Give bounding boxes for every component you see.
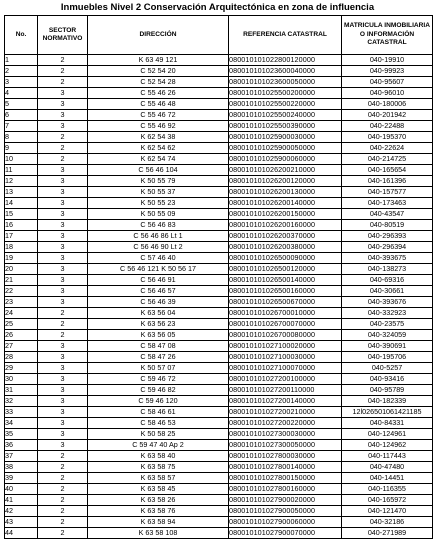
direccion-cell: K 63 58 108 (88, 528, 229, 539)
table-row (5, 407, 433, 418)
row-number: 5 (5, 99, 38, 110)
table-row (5, 165, 433, 176)
row-number: 35 (5, 429, 38, 440)
matricula-cell: 040-96010 (342, 88, 433, 99)
table-header-row (5, 16, 433, 55)
referencia-catastral-cell: 080010101025900060000 (229, 154, 342, 165)
referencia-catastral-cell: 080010101026200210000 (229, 165, 342, 176)
row-number: 43 (5, 517, 38, 528)
sector-normativo-cell: 3 (38, 242, 88, 253)
table-row (5, 429, 433, 440)
direccion-cell: K 50 58 25 (88, 429, 229, 440)
table-row (5, 473, 433, 484)
row-number: 11 (5, 165, 38, 176)
sector-normativo-cell: 3 (38, 286, 88, 297)
referencia-catastral-cell: 080010101023600050000 (229, 77, 342, 88)
direccion-cell: C 56 46 104 (88, 165, 229, 176)
direccion-cell: C 52 54 28 (88, 77, 229, 88)
table-row (5, 506, 433, 517)
document-title: Inmuebles Nivel 2 Conservación Arquitectónica en zona de influencia (60, 2, 375, 13)
direccion-cell: C 56 46 83 (88, 220, 229, 231)
table-row (5, 253, 433, 264)
table-row (5, 176, 433, 187)
referencia-catastral-cell: 080010101026200140000 (229, 198, 342, 209)
direccion-cell: C 58 46 53 (88, 418, 229, 429)
direccion-cell: C 55 46 72 (88, 110, 229, 121)
referencia-catastral-cell: 080010101025500240000 (229, 110, 342, 121)
sector-normativo-cell: 2 (38, 451, 88, 462)
table-row (5, 341, 433, 352)
referencia-catastral-cell: 080010101026700070000 (229, 319, 342, 330)
row-number: 27 (5, 341, 38, 352)
referencia-catastral-cell: 080010101026500140000 (229, 275, 342, 286)
table-row (5, 363, 433, 374)
row-number: 38 (5, 462, 38, 473)
referencia-catastral-cell: 080010101026700010000 (229, 308, 342, 319)
table-row (5, 132, 433, 143)
row-number: 40 (5, 484, 38, 495)
direccion-cell: C 55 46 92 (88, 121, 229, 132)
sector-normativo-cell: 2 (38, 528, 88, 539)
referencia-catastral-cell: 080010101027900070000 (229, 528, 342, 539)
referencia-catastral-cell: 080010101027200210000 (229, 407, 342, 418)
table-row (5, 297, 433, 308)
table-body (5, 55, 433, 539)
matricula-cell: 040-95607 (342, 77, 433, 88)
matricula-cell: 040-84331 (342, 418, 433, 429)
matricula-cell: 040-173463 (342, 198, 433, 209)
matricula-cell: 040-195706 (342, 352, 433, 363)
direccion-cell: C 57 46 40 (88, 253, 229, 264)
direccion-cell: C 59 46 82 (88, 385, 229, 396)
direccion-cell: C 52 54 20 (88, 66, 229, 77)
matricula-cell: 040-165972 (342, 495, 433, 506)
sector-normativo-cell: 2 (38, 55, 88, 66)
sector-normativo-cell: 3 (38, 121, 88, 132)
sector-normativo-cell: 3 (38, 198, 88, 209)
sector-normativo-cell: 3 (38, 297, 88, 308)
table-row (5, 319, 433, 330)
sector-normativo-cell: 2 (38, 308, 88, 319)
referencia-catastral-cell: 080010101027300030000 (229, 429, 342, 440)
direccion-cell: K 62 54 62 (88, 143, 229, 154)
sector-normativo-cell: 2 (38, 77, 88, 88)
referencia-catastral-cell: 080010101027800140000 (229, 462, 342, 473)
table-row (5, 66, 433, 77)
referencia-catastral-cell: 080010101027200100000 (229, 374, 342, 385)
row-number: 20 (5, 264, 38, 275)
direccion-cell: K 63 58 45 (88, 484, 229, 495)
matricula-cell: 040-324059 (342, 330, 433, 341)
sector-normativo-cell: 3 (38, 165, 88, 176)
table-row (5, 143, 433, 154)
table-row (5, 55, 433, 66)
sector-normativo-cell: 3 (38, 231, 88, 242)
table-row (5, 88, 433, 99)
direccion-cell: C 56 46 90 Lt 2 (88, 242, 229, 253)
sector-normativo-cell: 3 (38, 341, 88, 352)
sector-normativo-cell: 3 (38, 99, 88, 110)
direccion-cell: K 63 56 23 (88, 319, 229, 330)
direccion-cell: K 62 54 74 (88, 154, 229, 165)
referencia-catastral-cell: 080010101026500670000 (229, 297, 342, 308)
referencia-catastral-cell: 080010101027900050000 (229, 506, 342, 517)
table-row (5, 418, 433, 429)
matricula-cell: 040-165654 (342, 165, 433, 176)
referencia-catastral-cell: 080010101027800160000 (229, 484, 342, 495)
sector-normativo-cell: 3 (38, 275, 88, 286)
table-row (5, 231, 433, 242)
sector-normativo-cell: 2 (38, 473, 88, 484)
referencia-catastral-cell: 080010101026200130000 (229, 187, 342, 198)
table-row (5, 77, 433, 88)
matricula-cell: 040-19910 (342, 55, 433, 66)
direccion-cell: C 58 47 26 (88, 352, 229, 363)
matricula-cell: 040-116355 (342, 484, 433, 495)
matricula-cell: 040-14451 (342, 473, 433, 484)
direccion-cell: K 50 55 23 (88, 198, 229, 209)
matricula-cell: 040-47480 (342, 462, 433, 473)
matricula-cell: 040-124962 (342, 440, 433, 451)
referencia-catastral-cell: 080010101026200380000 (229, 242, 342, 253)
direccion-cell: C 59 46 72 (88, 374, 229, 385)
referencia-catastral-cell: 080010101026200160000 (229, 220, 342, 231)
referencia-catastral-cell: 080010101027100030000 (229, 352, 342, 363)
sector-normativo-cell: 3 (38, 363, 88, 374)
sector-normativo-cell: 3 (38, 209, 88, 220)
sector-normativo-cell: 3 (38, 374, 88, 385)
matricula-cell: 040-296393 (342, 231, 433, 242)
table-row (5, 385, 433, 396)
direccion-cell: C 56 46 91 (88, 275, 229, 286)
matricula-cell: 040-80519 (342, 220, 433, 231)
table-row (5, 264, 433, 275)
table-row (5, 374, 433, 385)
matricula-cell: 040-124961 (342, 429, 433, 440)
direccion-cell: K 50 55 37 (88, 187, 229, 198)
matricula-cell: 040-195370 (342, 132, 433, 143)
referencia-catastral-cell: 080010101025900050000 (229, 143, 342, 154)
referencia-catastral-cell: 080010101027100020000 (229, 341, 342, 352)
matricula-cell: 12l026501061421185 (342, 407, 433, 418)
sector-normativo-cell: 3 (38, 253, 88, 264)
sector-normativo-cell: 3 (38, 352, 88, 363)
sector-normativo-cell: 3 (38, 429, 88, 440)
row-number: 30 (5, 374, 38, 385)
sector-normativo-cell: 3 (38, 440, 88, 451)
table-row (5, 517, 433, 528)
row-number: 2 (5, 66, 38, 77)
table-row (5, 396, 433, 407)
row-number: 24 (5, 308, 38, 319)
row-number: 37 (5, 451, 38, 462)
matricula-cell: 040-214725 (342, 154, 433, 165)
inmuebles-table (4, 15, 433, 539)
sector-normativo-cell: 3 (38, 385, 88, 396)
table-row (5, 187, 433, 198)
referencia-catastral-cell: 080010101027200140000 (229, 396, 342, 407)
matricula-cell: 040-138273 (342, 264, 433, 275)
column-header-direccion: DIRECCIÓN (88, 16, 229, 55)
row-number: 14 (5, 198, 38, 209)
matricula-cell: 040-99923 (342, 66, 433, 77)
row-number: 29 (5, 363, 38, 374)
direccion-cell: K 63 58 94 (88, 517, 229, 528)
referencia-catastral-cell: 080010101023600040000 (229, 66, 342, 77)
direccion-cell: K 63 56 05 (88, 330, 229, 341)
table-row (5, 209, 433, 220)
sector-normativo-cell: 3 (38, 220, 88, 231)
matricula-cell: 040-5257 (342, 363, 433, 374)
referencia-catastral-cell: 080010101026500160000 (229, 286, 342, 297)
row-number: 44 (5, 528, 38, 539)
direccion-cell: C 58 46 61 (88, 407, 229, 418)
row-number: 17 (5, 231, 38, 242)
sector-normativo-cell: 2 (38, 484, 88, 495)
row-number: 22 (5, 286, 38, 297)
direccion-cell: K 62 54 38 (88, 132, 229, 143)
row-number: 16 (5, 220, 38, 231)
referencia-catastral-cell: 080010101026500090000 (229, 253, 342, 264)
matricula-cell: 040-117443 (342, 451, 433, 462)
sector-normativo-cell: 2 (38, 143, 88, 154)
table-row (5, 495, 433, 506)
matricula-cell: 040-32186 (342, 517, 433, 528)
direccion-cell: K 50 55 79 (88, 176, 229, 187)
sector-normativo-cell: 3 (38, 264, 88, 275)
sector-normativo-cell: 2 (38, 319, 88, 330)
direccion-cell: C 56 46 39 (88, 297, 229, 308)
direccion-cell: K 63 56 04 (88, 308, 229, 319)
row-number: 39 (5, 473, 38, 484)
matricula-cell: 040-157577 (342, 187, 433, 198)
row-number: 28 (5, 352, 38, 363)
table-row (5, 462, 433, 473)
direccion-cell: C 59 46 120 (88, 396, 229, 407)
referencia-catastral-cell: 080010101027900060000 (229, 517, 342, 528)
referencia-catastral-cell: 080010101022800120000 (229, 55, 342, 66)
row-number: 6 (5, 110, 38, 121)
matricula-cell: 040-23575 (342, 319, 433, 330)
direccion-cell: C 56 46 86 Lt 1 (88, 231, 229, 242)
matricula-cell: 040-161396 (342, 176, 433, 187)
sector-normativo-cell: 2 (38, 517, 88, 528)
matricula-cell: 040-69316 (342, 275, 433, 286)
referencia-catastral-cell: 080010101026200370000 (229, 231, 342, 242)
row-number: 25 (5, 319, 38, 330)
sector-normativo-cell: 2 (38, 66, 88, 77)
referencia-catastral-cell: 080010101027900020000 (229, 495, 342, 506)
sector-normativo-cell: 3 (38, 88, 88, 99)
direccion-cell: C 56 46 57 (88, 286, 229, 297)
matricula-cell: 040-201942 (342, 110, 433, 121)
referencia-catastral-cell: 080010101027800150000 (229, 473, 342, 484)
referencia-catastral-cell: 080010101025900030000 (229, 132, 342, 143)
matricula-cell: 040-22624 (342, 143, 433, 154)
row-number: 26 (5, 330, 38, 341)
direccion-cell: C 58 47 08 (88, 341, 229, 352)
referencia-catastral-cell: 080010101026500120000 (229, 264, 342, 275)
row-number: 9 (5, 143, 38, 154)
table-row (5, 440, 433, 451)
referencia-catastral-cell: 080010101025500200000 (229, 88, 342, 99)
table-row (5, 352, 433, 363)
matricula-cell: 040-43547 (342, 209, 433, 220)
sector-normativo-cell: 3 (38, 110, 88, 121)
row-number: 21 (5, 275, 38, 286)
table-row (5, 154, 433, 165)
row-number: 41 (5, 495, 38, 506)
table-row (5, 220, 433, 231)
row-number: 36 (5, 440, 38, 451)
row-number: 33 (5, 407, 38, 418)
direccion-cell: K 63 58 57 (88, 473, 229, 484)
row-number: 34 (5, 418, 38, 429)
sector-normativo-cell: 3 (38, 396, 88, 407)
referencia-catastral-cell: 080010101026200150000 (229, 209, 342, 220)
row-number: 7 (5, 121, 38, 132)
row-number: 1 (5, 55, 38, 66)
column-header-referencia: REFERENCIA CATASTRAL (229, 16, 342, 55)
table-row (5, 308, 433, 319)
sector-normativo-cell: 2 (38, 495, 88, 506)
direccion-cell: K 63 49 121 (88, 55, 229, 66)
matricula-cell: 040-390691 (342, 341, 433, 352)
sector-normativo-cell: 3 (38, 176, 88, 187)
table-row (5, 99, 433, 110)
row-number: 12 (5, 176, 38, 187)
direccion-cell: C 56 46 121 K 50 56 17 (88, 264, 229, 275)
matricula-cell: 040-393675 (342, 253, 433, 264)
column-header-sector: SECTOR NORMATIVO (38, 16, 88, 55)
row-number: 42 (5, 506, 38, 517)
table-row (5, 330, 433, 341)
sector-normativo-cell: 2 (38, 330, 88, 341)
sector-normativo-cell: 3 (38, 407, 88, 418)
sector-normativo-cell: 2 (38, 154, 88, 165)
sector-normativo-cell: 2 (38, 506, 88, 517)
matricula-cell: 040-93416 (342, 374, 433, 385)
table-row (5, 451, 433, 462)
matricula-cell: 040-180006 (342, 99, 433, 110)
matricula-cell: 040-95789 (342, 385, 433, 396)
sector-normativo-cell: 3 (38, 187, 88, 198)
column-header-matricula: MATRICULA INMOBILIARIA O INFORMACIÓN CATASTRAL (342, 16, 433, 55)
table-row (5, 275, 433, 286)
row-number: 15 (5, 209, 38, 220)
matricula-cell: 040-271989 (342, 528, 433, 539)
row-number: 18 (5, 242, 38, 253)
sector-normativo-cell: 2 (38, 132, 88, 143)
referencia-catastral-cell: 080010101025500220000 (229, 99, 342, 110)
row-number: 10 (5, 154, 38, 165)
matricula-cell: 040-296394 (342, 242, 433, 253)
table-row (5, 484, 433, 495)
matricula-cell: 040-393676 (342, 297, 433, 308)
referencia-catastral-cell: 080010101026200120000 (229, 176, 342, 187)
matricula-cell: 040-182339 (342, 396, 433, 407)
row-number: 19 (5, 253, 38, 264)
direccion-cell: K 50 55 09 (88, 209, 229, 220)
table-row (5, 286, 433, 297)
referencia-catastral-cell: 080010101027200110000 (229, 385, 342, 396)
referencia-catastral-cell: 080010101025500390000 (229, 121, 342, 132)
table-row (5, 198, 433, 209)
row-number: 31 (5, 385, 38, 396)
column-header-no: No. (5, 16, 38, 55)
matricula-cell: 040-22488 (342, 121, 433, 132)
table-row (5, 242, 433, 253)
table-row (5, 110, 433, 121)
referencia-catastral-cell: 080010101027300050000 (229, 440, 342, 451)
referencia-catastral-cell: 080010101027200220000 (229, 418, 342, 429)
row-number: 8 (5, 132, 38, 143)
direccion-cell: K 63 58 40 (88, 451, 229, 462)
direccion-cell: K 50 57 07 (88, 363, 229, 374)
referencia-catastral-cell: 080010101026700080000 (229, 330, 342, 341)
table-row (5, 121, 433, 132)
row-number: 32 (5, 396, 38, 407)
table-row (5, 528, 433, 539)
direccion-cell: C 55 46 26 (88, 88, 229, 99)
matricula-cell: 040-30661 (342, 286, 433, 297)
referencia-catastral-cell: 080010101027800030000 (229, 451, 342, 462)
referencia-catastral-cell: 080010101027100070000 (229, 363, 342, 374)
row-number: 3 (5, 77, 38, 88)
sector-normativo-cell: 3 (38, 418, 88, 429)
direccion-cell: C 55 46 48 (88, 99, 229, 110)
direccion-cell: K 63 58 75 (88, 462, 229, 473)
sector-normativo-cell: 2 (38, 462, 88, 473)
row-number: 23 (5, 297, 38, 308)
direccion-cell: K 63 58 26 (88, 495, 229, 506)
direccion-cell: C 59 47 40 Ap 2 (88, 440, 229, 451)
row-number: 4 (5, 88, 38, 99)
matricula-cell: 040-332923 (342, 308, 433, 319)
row-number: 13 (5, 187, 38, 198)
direccion-cell: K 63 58 76 (88, 506, 229, 517)
matricula-cell: 040-121470 (342, 506, 433, 517)
